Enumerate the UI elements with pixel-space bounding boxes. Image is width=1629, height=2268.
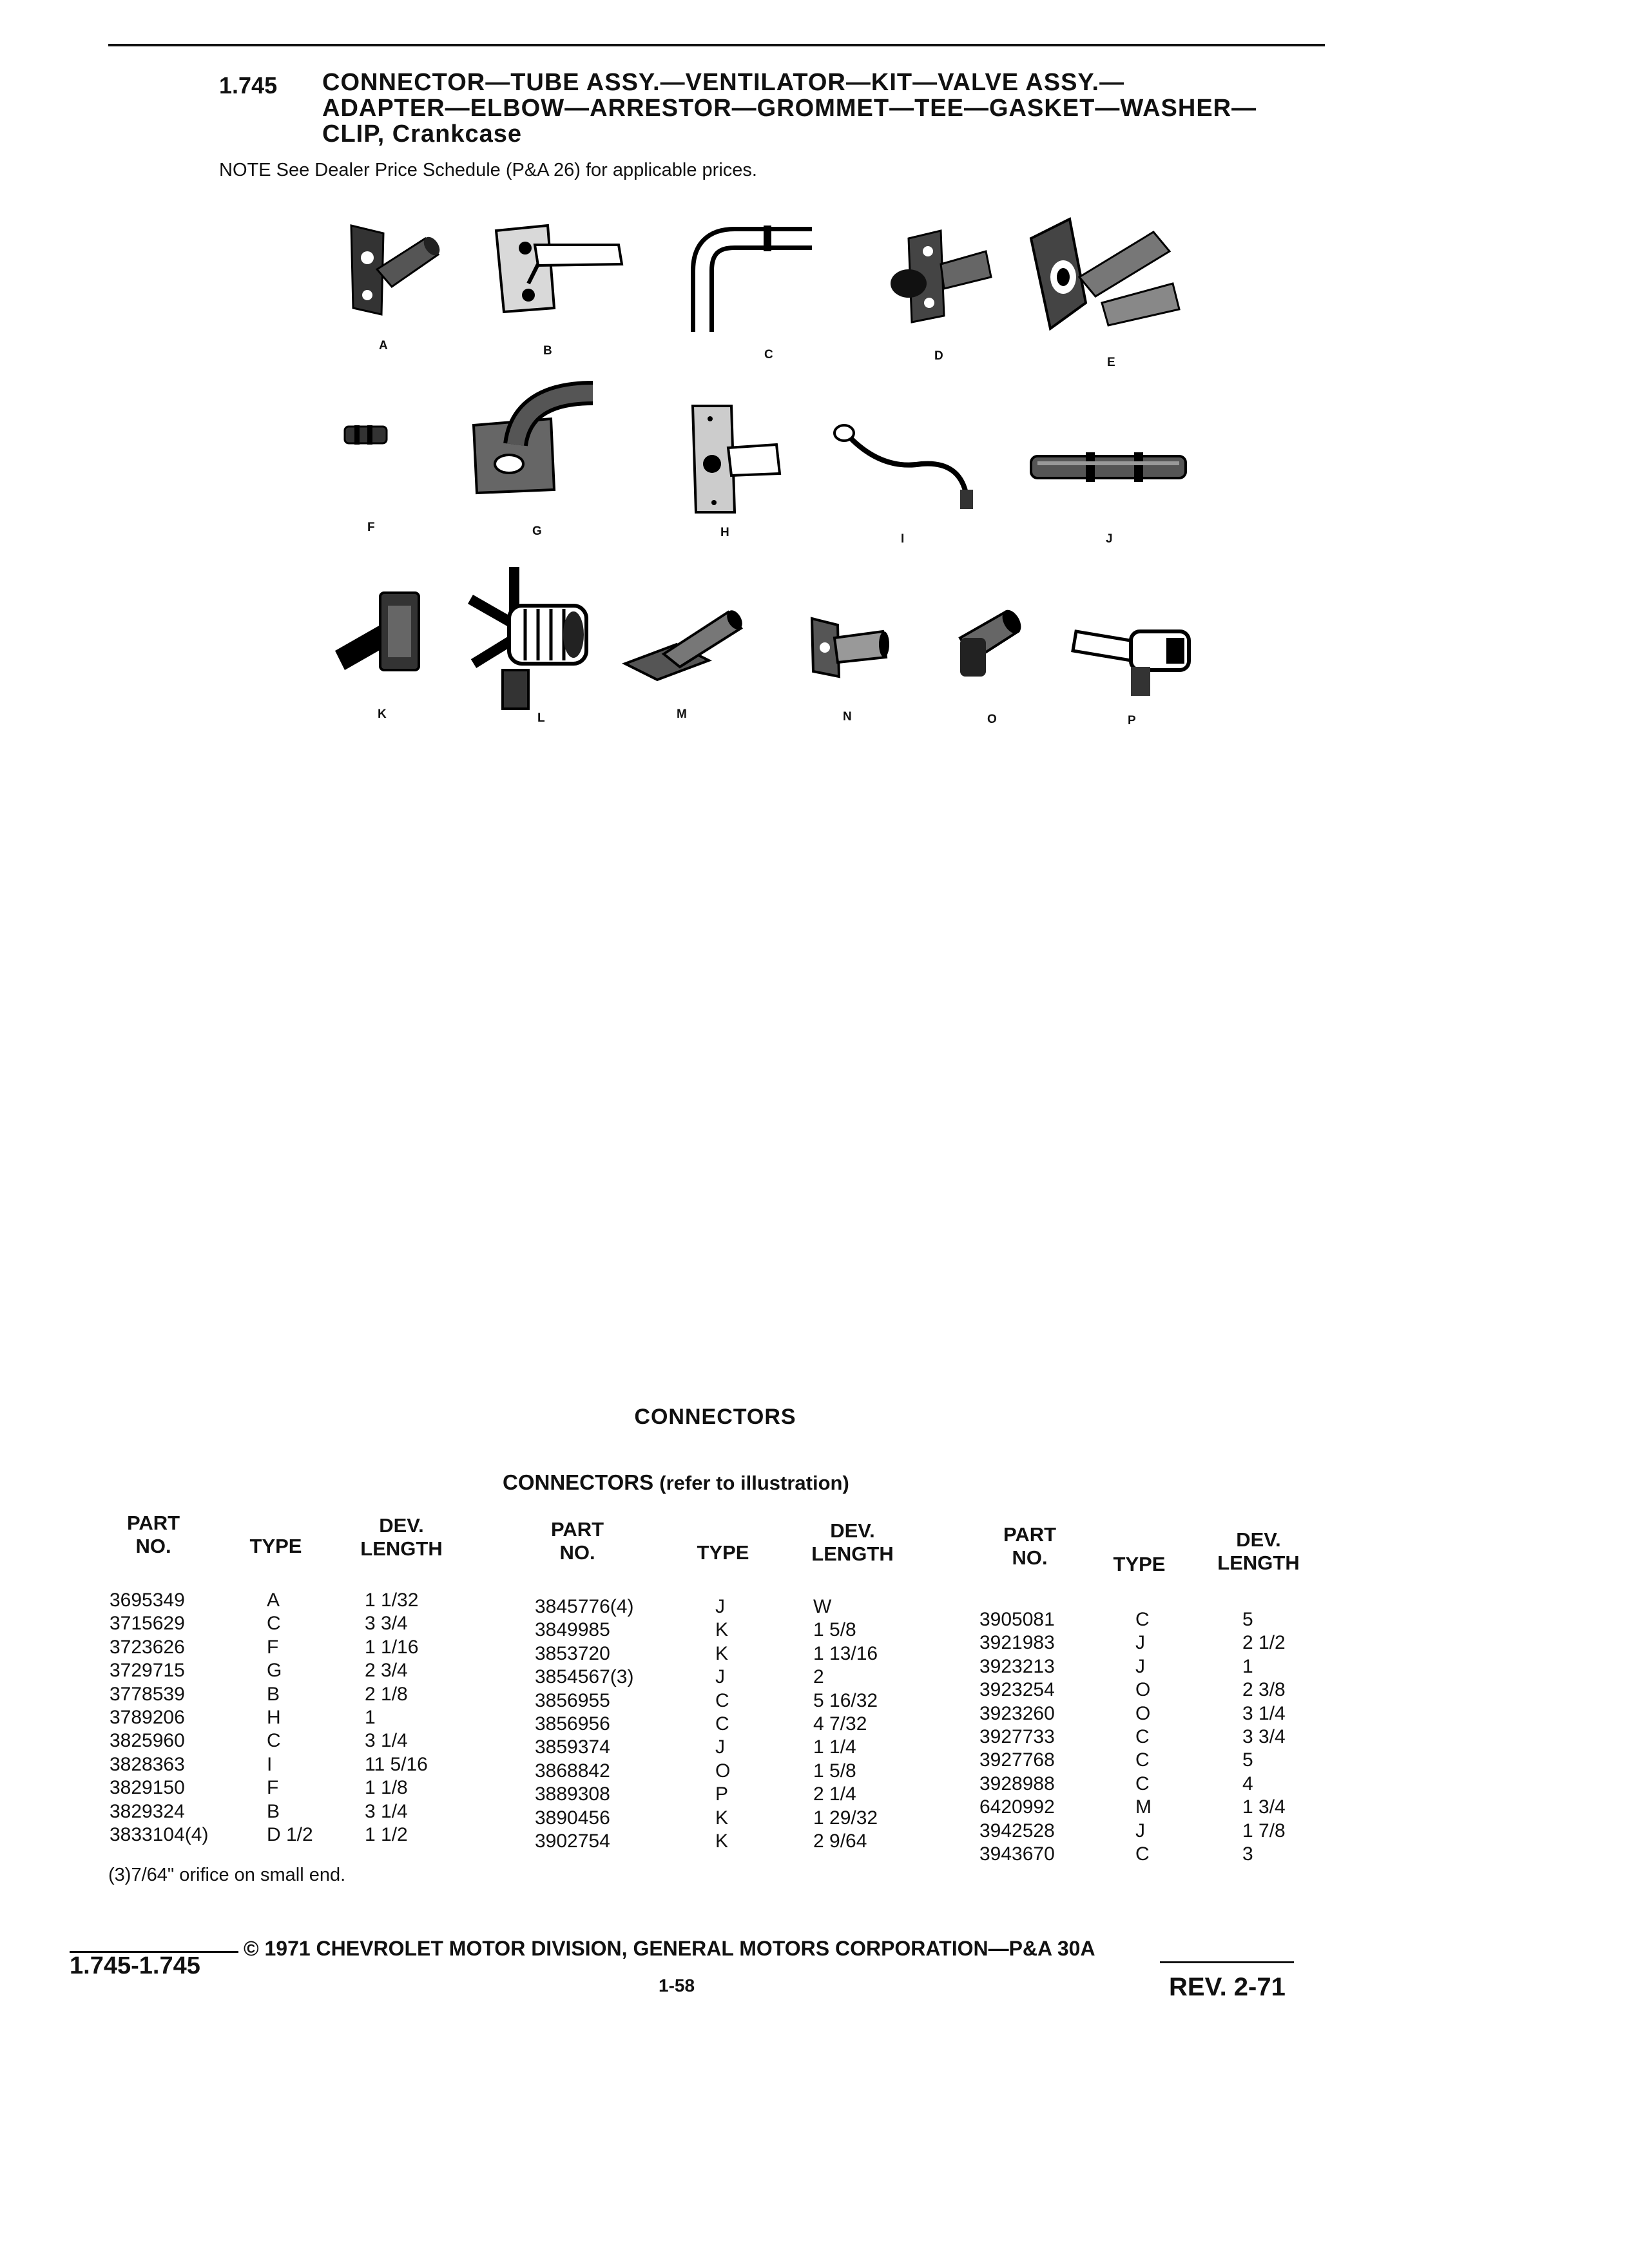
table-cell-part-no: 3729715 xyxy=(110,1660,185,1682)
table-cell-type: O xyxy=(1135,1679,1151,1701)
table-cell-part-no: 3923254 xyxy=(979,1679,1055,1701)
figure-label-h: H xyxy=(720,526,729,539)
connector-l-illustration xyxy=(464,561,593,722)
table-cell-part-no: 3856955 xyxy=(535,1689,610,1711)
table-cell-part-no: 3715629 xyxy=(110,1613,185,1635)
table-cell-dev-length: 5 xyxy=(1242,1749,1253,1771)
table-cell-type: F xyxy=(267,1636,279,1658)
figure-label-i: I xyxy=(901,532,905,546)
connector-j-illustration xyxy=(1025,445,1192,490)
table-cell-part-no: 3849985 xyxy=(535,1619,610,1641)
table-cell-dev-length: 2 1/2 xyxy=(1242,1632,1286,1654)
figure-label-b: B xyxy=(543,344,552,358)
subheading-text: CONNECTORS xyxy=(503,1470,654,1494)
header-text: PART xyxy=(1003,1523,1057,1546)
table-cell-type: H xyxy=(267,1707,281,1728)
figure-label-g: G xyxy=(532,524,542,538)
table-cell-type: C xyxy=(1135,1726,1150,1747)
table-cell-dev-length: 11 5/16 xyxy=(365,1753,428,1775)
connectors-subheading xyxy=(503,1470,849,1495)
table-cell-type: J xyxy=(1135,1655,1145,1677)
table-cell-part-no: 3927768 xyxy=(979,1749,1055,1771)
table-cell-type: J xyxy=(715,1666,725,1688)
table-cell-dev-length: 1 7/8 xyxy=(1242,1820,1286,1841)
header-text: PART xyxy=(126,1512,180,1534)
table-cell-dev-length: 2 xyxy=(813,1666,824,1688)
table-cell-type: C xyxy=(715,1689,729,1711)
footer-copyright: © 1971 CHEVROLET MOTOR DIVISION, GENERAL MOTORS CORPORATION—P&A 30A xyxy=(244,1937,1095,1960)
table-cell-dev-length: 3 1/4 xyxy=(1242,1702,1286,1724)
page-title xyxy=(322,70,1257,147)
col-header-dev-length xyxy=(804,1519,901,1566)
table-cell-dev-length: 2 9/64 xyxy=(813,1831,867,1852)
footer-section-range: 1.745-1.745 xyxy=(70,1952,200,1979)
table-cell-dev-length: 2 3/8 xyxy=(1242,1679,1286,1701)
header-text: DEV. xyxy=(379,1514,424,1537)
col-header-type xyxy=(244,1535,308,1558)
table-cell-dev-length: 3 1/4 xyxy=(365,1800,408,1822)
table-cell-type: C xyxy=(1135,1843,1150,1865)
table-cell-type: C xyxy=(267,1730,281,1752)
title-line-3: CLIP, Crankcase xyxy=(322,120,523,148)
table-cell-part-no: 3859374 xyxy=(535,1736,610,1758)
table-cell-type: C xyxy=(267,1613,281,1635)
connector-i-illustration xyxy=(831,419,986,515)
table-cell-part-no: 3778539 xyxy=(110,1683,185,1705)
table-cell-dev-length: 5 16/32 xyxy=(813,1689,878,1711)
figure-label-f: F xyxy=(367,521,375,534)
table-cell-type: I xyxy=(267,1753,273,1775)
table-cell-type: O xyxy=(715,1760,731,1782)
table-cell-dev-length: 2 1/8 xyxy=(365,1683,408,1705)
table-cell-type: D 1/2 xyxy=(267,1824,313,1845)
table-cell-dev-length: 3 3/4 xyxy=(365,1613,408,1635)
header-text: LENGTH xyxy=(360,1537,443,1560)
table-cell-type: J xyxy=(715,1596,725,1617)
table-cell-type: C xyxy=(715,1713,729,1735)
table-cell-part-no: 3825960 xyxy=(110,1730,185,1752)
footer-page-number: 1-58 xyxy=(659,1975,695,1995)
title-line-1: CONNECTOR—TUBE ASSY.—VENTILATOR—KIT—VALVE ASSY.— xyxy=(322,69,1125,96)
table-cell-dev-length: 1 3/4 xyxy=(1242,1796,1286,1818)
table-cell-dev-length: 4 xyxy=(1242,1773,1253,1794)
table-cell-part-no: 3868842 xyxy=(535,1760,610,1782)
table-cell-type: B xyxy=(267,1683,280,1705)
connector-m-illustration xyxy=(619,599,747,683)
table-cell-dev-length: W xyxy=(813,1596,832,1617)
figure-label-a: A xyxy=(379,339,388,352)
table-cell-dev-length: 4 7/32 xyxy=(813,1713,867,1735)
table-cell-part-no: 6420992 xyxy=(979,1796,1055,1818)
header-text: DEV. xyxy=(830,1519,875,1542)
figure-label-e: E xyxy=(1107,356,1115,369)
table-cell-part-no: 3905081 xyxy=(979,1609,1055,1630)
col-header-part-no xyxy=(115,1512,192,1558)
table-cell-part-no: 3928988 xyxy=(979,1773,1055,1794)
table-cell-dev-length: 1 5/8 xyxy=(813,1619,856,1641)
table-cell-part-no: 3942528 xyxy=(979,1820,1055,1841)
table-cell-type: F xyxy=(267,1777,279,1799)
figure-label-k: K xyxy=(378,707,387,721)
table-cell-part-no: 3829324 xyxy=(110,1800,185,1822)
connector-n-illustration xyxy=(805,612,896,683)
table-cell-dev-length: 3 1/4 xyxy=(365,1730,408,1752)
table-cell-dev-length: 1 1/16 xyxy=(365,1636,419,1658)
connector-g-illustration xyxy=(464,380,606,496)
table-cell-part-no: 3943670 xyxy=(979,1843,1055,1865)
header-text: NO. xyxy=(135,1535,171,1557)
table-cell-dev-length: 1 1/4 xyxy=(813,1736,856,1758)
table-cell-dev-length: 3 xyxy=(1242,1843,1253,1865)
connector-c-illustration xyxy=(683,219,818,335)
table-cell-dev-length: 1 xyxy=(1242,1655,1253,1677)
col-header-part-no xyxy=(991,1523,1068,1570)
figure-label-c: C xyxy=(764,348,773,361)
col-header-dev-length xyxy=(1210,1528,1307,1575)
footer-revision: REV. 2-71 xyxy=(1169,1973,1286,2001)
table-cell-type: C xyxy=(1135,1609,1150,1630)
table-cell-part-no: 3828363 xyxy=(110,1753,185,1775)
table-cell-type: K xyxy=(715,1807,729,1829)
header-text: LENGTH xyxy=(1217,1552,1300,1574)
figure-label-d: D xyxy=(934,349,943,363)
header-text: DEV. xyxy=(1236,1528,1281,1551)
subheading-note: (refer to illustration) xyxy=(659,1472,849,1494)
table-cell-dev-length: 2 1/4 xyxy=(813,1783,856,1805)
table-cell-part-no: 3829150 xyxy=(110,1777,185,1799)
table-cell-type: C xyxy=(1135,1773,1150,1794)
table-cell-part-no: 3854567(3) xyxy=(535,1666,634,1688)
table-cell-part-no: 3927733 xyxy=(979,1726,1055,1747)
table-cell-type: J xyxy=(1135,1820,1145,1841)
header-text: NO. xyxy=(1012,1546,1048,1569)
table-cell-part-no: 3923213 xyxy=(979,1655,1055,1677)
table-cell-dev-length: 1 13/16 xyxy=(813,1642,878,1664)
price-note: NOTE See Dealer Price Schedule (P&A 26) for applicable prices. xyxy=(219,160,757,180)
connector-f-illustration xyxy=(342,419,393,451)
connector-o-illustration xyxy=(947,599,1037,683)
figure-label-j: J xyxy=(1106,532,1113,546)
table-cell-part-no: 3890456 xyxy=(535,1807,610,1829)
connector-k-illustration xyxy=(329,586,432,683)
table-cell-type: C xyxy=(1135,1749,1150,1771)
table-cell-dev-length: 2 3/4 xyxy=(365,1660,408,1682)
figure-label-l: L xyxy=(537,711,545,725)
figure-label-o: O xyxy=(987,713,997,726)
footnote: (3)7/64" orifice on small end. xyxy=(108,1865,346,1885)
connector-a-illustration xyxy=(342,219,445,322)
section-number: 1.745 xyxy=(219,72,278,99)
col-header-dev-length xyxy=(353,1514,450,1561)
figure-label-m: M xyxy=(677,707,687,721)
connector-e-illustration xyxy=(1025,213,1192,335)
table-cell-dev-length: 1 29/32 xyxy=(813,1807,878,1829)
table-cell-part-no: 3902754 xyxy=(535,1831,610,1852)
col-header-type xyxy=(691,1541,755,1564)
figure-label-p: P xyxy=(1128,714,1136,727)
table-cell-dev-length: 1 1/2 xyxy=(365,1824,408,1845)
table-cell-type: P xyxy=(715,1783,729,1805)
connectors-heading: CONNECTORS xyxy=(634,1405,796,1429)
table-cell-type: B xyxy=(267,1800,280,1822)
table-cell-part-no: 3889308 xyxy=(535,1783,610,1805)
connector-d-illustration xyxy=(883,219,999,329)
table-cell-type: K xyxy=(715,1642,729,1664)
table-cell-type: J xyxy=(1135,1632,1145,1654)
table-cell-part-no: 3845776(4) xyxy=(535,1596,634,1617)
table-cell-part-no: 3789206 xyxy=(110,1707,185,1728)
top-rule xyxy=(108,44,1325,46)
table-cell-type: G xyxy=(267,1660,282,1682)
table-cell-type: O xyxy=(1135,1702,1151,1724)
header-text: LENGTH xyxy=(811,1542,894,1565)
table-cell-dev-length: 3 3/4 xyxy=(1242,1726,1286,1747)
footer-rule-right xyxy=(1160,1961,1294,1963)
table-cell-type: A xyxy=(267,1590,280,1611)
table-cell-type: J xyxy=(715,1736,725,1758)
figure-label-n: N xyxy=(843,710,852,724)
header-text: PART xyxy=(550,1518,604,1541)
table-cell-dev-length: 1 1/32 xyxy=(365,1590,419,1611)
table-cell-type: K xyxy=(715,1619,729,1641)
title-line-2: ADAPTER—ELBOW—ARRESTOR—GROMMET—TEE—GASKET—WASHER— xyxy=(322,95,1257,122)
table-cell-part-no: 3695349 xyxy=(110,1590,185,1611)
table-cell-dev-length: 1 5/8 xyxy=(813,1760,856,1782)
table-cell-part-no: 3853720 xyxy=(535,1642,610,1664)
table-cell-part-no: 3923260 xyxy=(979,1702,1055,1724)
col-header-part-no xyxy=(539,1518,616,1564)
table-cell-type: K xyxy=(715,1831,729,1852)
header-text: TYPE xyxy=(697,1541,749,1564)
table-cell-part-no: 3921983 xyxy=(979,1632,1055,1654)
connector-b-illustration xyxy=(490,219,631,316)
header-text: TYPE xyxy=(249,1535,302,1557)
header-text: NO. xyxy=(559,1541,595,1564)
table-cell-part-no: 3723626 xyxy=(110,1636,185,1658)
table-cell-dev-length: 5 xyxy=(1242,1609,1253,1630)
header-text: TYPE xyxy=(1113,1553,1166,1575)
table-cell-dev-length: 1 1/8 xyxy=(365,1777,408,1799)
table-cell-dev-length: 1 xyxy=(365,1707,376,1728)
col-header-type xyxy=(1107,1553,1171,1576)
table-cell-part-no: 3856956 xyxy=(535,1713,610,1735)
table-cell-type: M xyxy=(1135,1796,1152,1818)
table-cell-part-no: 3833104(4) xyxy=(110,1824,209,1845)
connector-h-illustration xyxy=(683,399,793,515)
connector-p-illustration xyxy=(1070,612,1199,702)
